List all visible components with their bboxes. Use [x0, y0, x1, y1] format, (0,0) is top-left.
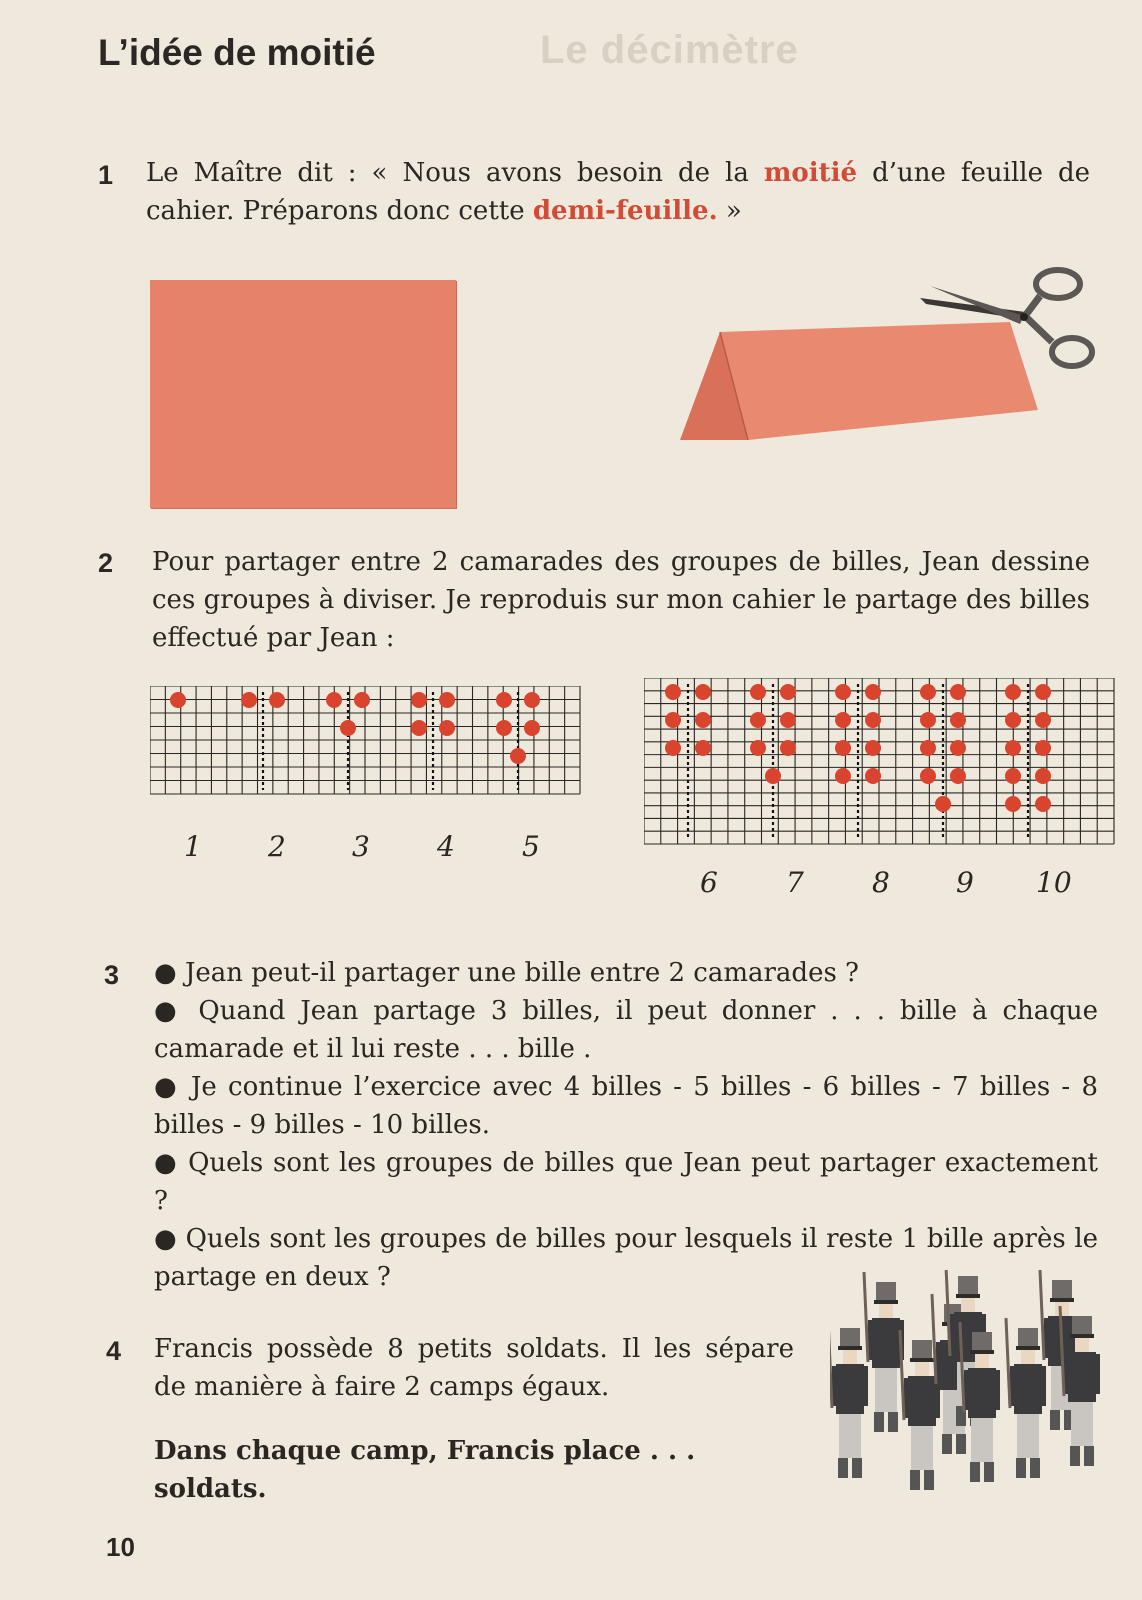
group-label-8: 8	[872, 866, 890, 899]
soldier-figure	[864, 1272, 904, 1432]
exercise-3-question-4	[154, 1144, 1098, 1220]
exercise-2-text: Pour partager entre 2 camarades des groupes de billes, Jean dessine ces groupes à diviser. Je reproduis sur mon cahier le partage des billes effectué par Jean :	[152, 547, 1090, 653]
bullet: ●	[154, 958, 177, 988]
exercise-3-questions	[154, 954, 1098, 1296]
marble	[665, 740, 681, 756]
marble	[326, 692, 342, 708]
group-label-5: 5	[522, 830, 540, 863]
marble	[695, 712, 711, 728]
marble	[665, 684, 681, 700]
exercise-4-text: Francis possède 8 petits soldats. Il les sépare de manière à faire 2 camps égaux.	[154, 1334, 794, 1402]
marble	[1035, 796, 1051, 812]
marble-remainder	[935, 796, 951, 812]
marble	[865, 712, 881, 728]
marble-remainder	[765, 768, 781, 784]
marble-remainder	[340, 720, 356, 736]
answer-line-1: Dans chaque camp, Francis place . . .	[154, 1436, 696, 1466]
marble	[496, 692, 512, 708]
group-label-6: 6	[700, 866, 718, 899]
marble	[524, 692, 540, 708]
paper-sheet	[150, 280, 456, 508]
group-label-3: 3	[352, 830, 370, 863]
question-5-text: Quels sont les groupes de billes pour lesquels il reste 1 bille après le partage en deux ?	[154, 1224, 1099, 1292]
marble	[950, 684, 966, 700]
bullet: ●	[154, 1224, 178, 1254]
marble	[865, 740, 881, 756]
marble	[411, 720, 427, 736]
exercise-2-number: 2	[98, 548, 114, 578]
question-1-text: Jean peut-il partager une bille entre 2 camarades ?	[184, 958, 859, 988]
grid-lines	[644, 678, 1114, 844]
marble	[1035, 740, 1051, 756]
exercise-3-question-2	[154, 992, 1098, 1068]
marble	[439, 692, 455, 708]
marble	[865, 768, 881, 784]
word-demi-feuille: demi-feuille.	[532, 196, 718, 226]
marble	[950, 740, 966, 756]
bleed-through-heading: Le décimètre	[540, 28, 799, 72]
marble	[750, 684, 766, 700]
bullet: ●	[154, 996, 184, 1026]
question-2-text: Quand Jean partage 3 billes, il peut donner . . . bille à chaque camarade et il lui reste . . . bille .	[154, 996, 1099, 1064]
exercise-4-number: 4	[106, 1336, 122, 1366]
group-label-10: 10	[1036, 866, 1072, 899]
marble	[835, 768, 851, 784]
group-label-1: 1	[184, 830, 202, 863]
marble	[1035, 684, 1051, 700]
question-4-text: Quels sont les groupes de billes que Jean peut partager exactement ?	[154, 1148, 1099, 1216]
marble	[920, 684, 936, 700]
marble	[1005, 740, 1021, 756]
bullet: ●	[154, 1148, 179, 1178]
marble	[835, 740, 851, 756]
answer-line-2: soldats.	[154, 1474, 267, 1504]
exercise-3-question-1	[154, 954, 1098, 992]
marble	[780, 712, 796, 728]
page-title: L’idée de moitié	[98, 32, 376, 73]
marble	[950, 768, 966, 784]
toy-soldiers-illustration	[830, 1270, 1120, 1498]
marble-remainder	[510, 748, 526, 764]
marble	[750, 712, 766, 728]
marble	[354, 692, 370, 708]
marble	[950, 712, 966, 728]
marble	[750, 740, 766, 756]
marble	[920, 712, 936, 728]
marble	[269, 692, 285, 708]
marble-grid-1-to-5	[150, 686, 590, 798]
marble	[1035, 712, 1051, 728]
group-label-4: 4	[437, 830, 455, 863]
group-label-9: 9	[956, 866, 974, 899]
marble	[780, 740, 796, 756]
exercise-3-question-3	[154, 1068, 1098, 1144]
bullet: ●	[154, 1072, 180, 1102]
exercise-3-number: 3	[104, 960, 120, 990]
exercise-1-text-a: Le Maître dit : « Nous avons besoin de la	[146, 158, 764, 188]
marble-grid-6-to-10	[644, 678, 1120, 850]
marble	[865, 684, 881, 700]
exercise-1-number: 1	[98, 160, 114, 190]
marble	[920, 768, 936, 784]
marble	[496, 720, 512, 736]
marble-remainder	[170, 692, 186, 708]
marble	[695, 684, 711, 700]
group-label-7: 7	[786, 866, 804, 899]
marble	[1035, 768, 1051, 784]
marble	[439, 720, 455, 736]
marble	[241, 692, 257, 708]
marble	[695, 740, 711, 756]
folded-sheet-with-scissors	[680, 262, 1120, 462]
soldier-figure	[1006, 1318, 1046, 1478]
word-moitie: moitié	[763, 158, 858, 188]
marble	[835, 712, 851, 728]
exercise-1-text-c: »	[717, 196, 742, 226]
marble	[665, 712, 681, 728]
marble	[524, 720, 540, 736]
page-number: 10	[106, 1532, 135, 1562]
exercise-4-answer	[154, 1432, 814, 1508]
exercise-1-text	[146, 154, 1090, 230]
marble	[835, 684, 851, 700]
marble	[1005, 712, 1021, 728]
soldier-figure	[830, 1318, 868, 1478]
marble	[1005, 768, 1021, 784]
marble	[1005, 796, 1021, 812]
exercise-1-text-b: d’une feuille de cahier. Préparons donc cette	[146, 158, 1090, 226]
marble	[780, 684, 796, 700]
group-label-2: 2	[268, 830, 286, 863]
marble	[411, 692, 427, 708]
marble	[920, 740, 936, 756]
question-3-text: Je continue l’exercice avec 4 billes - 5 billes - 6 billes - 7 billes - 8 billes - 9 billes - 10 billes.	[154, 1072, 1099, 1140]
marble	[1005, 684, 1021, 700]
folded-sheet-right-face	[720, 322, 1038, 440]
